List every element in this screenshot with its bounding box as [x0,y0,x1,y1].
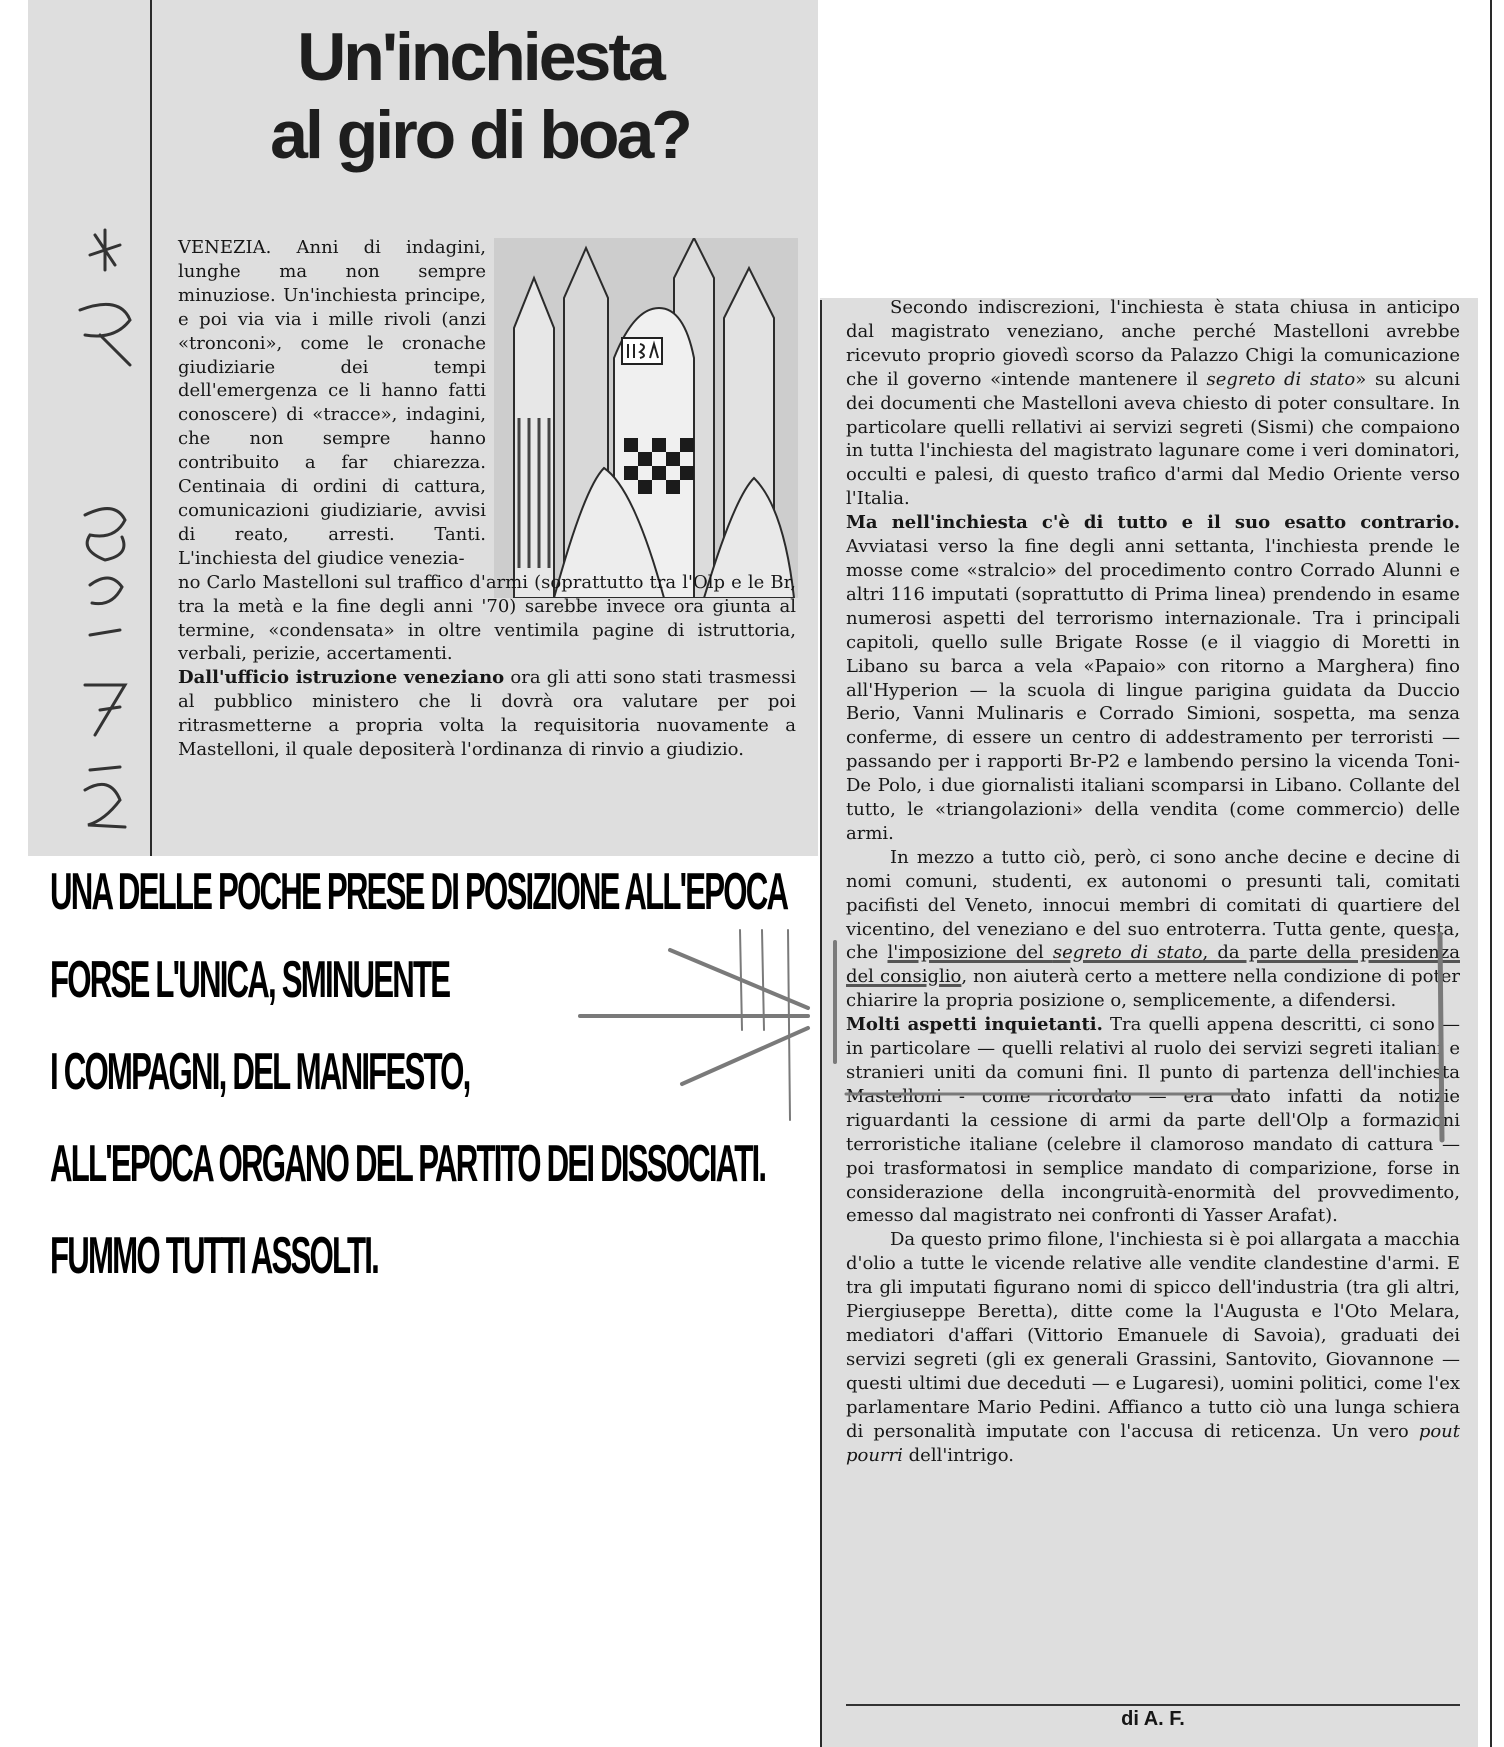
left-paragraph-2-text: ora gli atti sono stati trasmessi al pubblico ministero che li dovrà ora valutare per poi ritrasmetterne a propria volta la requisitoria nuovamente a Mastelloni, il quale depositerà l'ordinanza di rinvio a giudizio. [178,667,796,761]
right-paragraph-3-text-a: In mezzo a tutto ciò, però, ci sono anche decine e decine di nomi comuni, studenti, ex autonomi o presunti tali, comitati pacifisti del Veneto, innocui membri di comitati di quartiere del vicentino, del veneziano e del suo entroterra. Tutta gente, questa, che [846,846,1460,964]
right-paragraph-3-underlined-b: , da parte della presidenza del consiglio [846,942,1460,988]
right-paragraph-3-italic: segreto di stato [1052,942,1203,964]
headline-line-1: Un'inchiesta [297,19,663,95]
column-rule-left [150,0,152,856]
bleed-through-print [270,158,810,222]
right-paragraph-5 [846,1228,1460,1467]
byline-rule [846,1704,1460,1706]
right-paragraph-5-italic: pout pourri [846,1420,1460,1466]
right-paragraph-5-text-a: Da questo primo filone, l'inchiesta si è poi allargata a macchia d'olio a tutte le vicende relative alle vendite clandestine d'armi. E tra gli imputati figurano nomi di spicco dell'industria (tra gli altri, Piergiuseppe Beretta), ditte come la l'Augusta e l'Oto Melara, mediatori d'affari (Vittorio Emanuele di Savoia), graduati dei servizi segreti (gli ex generali Grassini, Santovito, Giovannone — questi ultimi due deceduti — e Lugaresi), uomini politici, come l'ex parlamentare Mario Pedini. Affianco a tutto ciò una lunga schiera di personalità imputate con l'accusa di reticenza. Un vero [846,1229,1460,1442]
column-rule-right [820,300,822,1747]
right-paragraph-3-underlined-a: l'imposizione del [887,942,1053,964]
right-paragraph-3-text-b: , non aiuterà certo a mettere nella condizione di poter chiarire la propria posizione o, semplicemente, a difendersi. [846,966,1461,1012]
left-paragraph-2 [178,666,796,762]
arrow-line-lower [682,1028,808,1084]
annotation-line-2: FORSE L'UNICA, SMINUENTE [50,951,450,1009]
right-paragraph-2-lead: Ma nell'inchiesta c'è di tutto e il suo esatto contrario. [846,512,1460,534]
right-paragraph-4-text: Tra quelli appena descritti, ci sono — in particolare — quelli relativi al ruolo dei servizi segreti italiani e stranieri uniti da comuni fini. Il punto di partenza dell'inchiesta Mastelloni - come ricordato — era dato infatti da notizie riguardanti la cessione di armi da parte dell'Olp a formazioni terroristiche italiane (celebre il clamoroso mandato di cattura — poi trasformatosi in semplice mandato di comparizione, forse in considerazione della incongruità-enormità del provvedimento, emesso dal magistrato nei confronti di Yasser Arafat). [846,1014,1460,1227]
annotation-line-1: UNA DELLE POCHE PRESE DI POSIZIONE ALL'EPOCA [50,863,788,921]
left-full-paragraph: no Carlo Mastelloni sul traffico d'armi (soprattutto tra l'Olp e le Br, tra la metà e la fine degli anni '70) sarebbe invece ora giunta al termine, «condensata» in oltre ventimila pagine di istruttoria, verbali, perizie, accertamenti. [178,571,796,665]
byline: di A. F. [1121,1708,1185,1730]
right-paragraph-4 [846,1013,1460,1228]
left-intro-paragraph: VENEZIA. Anni di indagini, lunghe ma non sempre minuziose. Un'inchiesta principe, e poi via via i mille rivoli (anzi «tronconi», come le cronache giudiziarie dei tempi dell'emergenza ce li hanno fatti conoscere) di «tracce», indagini, che non sempre hanno contribuito a far chiarezza. Centinaia di ordini di cattura, comunicazioni giudiziarie, avvisi di reato, arresti. Tanti. L'inchiesta del giudice venezia- [178,237,486,569]
right-column [846,296,1460,1467]
right-paragraph-1-text-b: » su alcuni dei documenti che Mastelloni aveva chiesto di poter consultare. In particolare quelli rellativi ai servizi segreti (Sismi) che compaiono in tutta l'inchiesta del magistrato lagunare come i veri dominatori, occulti e palesi, di questo trafico d'armi dal Medio Oriente verso l'Italia. [846,368,1460,510]
annotation-line-5: FUMMO TUTTI ASSOLTI. [50,1227,378,1285]
right-paragraph-3 [846,846,1460,1013]
headline-line-2: al giro di boa? [270,97,690,173]
right-paragraph-5-text-b: dell'intrigo. [902,1444,1014,1466]
handwritten-date-signature [60,215,150,835]
annotation-line-3: I COMPAGNI, DEL MANIFESTO, [50,1043,470,1101]
right-paragraph-1 [846,296,1460,511]
page-edge-right [1490,0,1492,1747]
left-column [178,236,796,762]
left-paragraph-2-lead: Dall'ufficio istruzione veneziano [178,667,505,689]
right-paragraph-1-italic: segreto di stato [1206,368,1356,390]
right-paragraph-4-lead: Molti aspetti inquietanti. [846,1014,1103,1036]
right-paragraph-1-text-a: Secondo indiscrezioni, l'inchiesta è stata chiusa in anticipo dal magistrato veneziano, anche perché Mastelloni avrebbe ricevuto proprio giovedì scorso da Palazzo Chigi la comunicazione che il governo «intende mantenere il [846,297,1460,390]
right-paragraph-2-text: Avviatasi verso la fine degli anni settanta, l'inchiesta prende le mosse come «stralcio» del procedimento contro Corrado Alunni e altri 116 imputati (soprattutto di Prima linea) prendendo in esame numerosi aspetti del terrorismo internazionale. Tra i principali capitoli, quello sulle Brigate Rosse (e il viaggio di Moretti in Libano su barca a vela «Papaio» con ritorno a Marghera) fino all'Hyperion — la scuola di lingue parigina guidata da Duccio Berio, Vanni Mulinaris e Corrado Simioni, sospetta, ma senza conferme, di essere un centro di addestramento per terroristi — passando per i rapporti Br-P2 e lambendo persino la vicenda Toni-De Polo, i due giornalisti italiani scomparsi in Libano. Collante del tutto, le «triangolazioni» della vendita (come commercio) delle armi. [846,536,1460,844]
headline [170,18,790,174]
right-paragraph-2 [846,511,1460,846]
arrow-line-upper [670,950,808,1008]
annotation-line-4: ALL'EPOCA ORGANO DEL PARTITO DEI DISSOCIATI. [50,1135,766,1193]
